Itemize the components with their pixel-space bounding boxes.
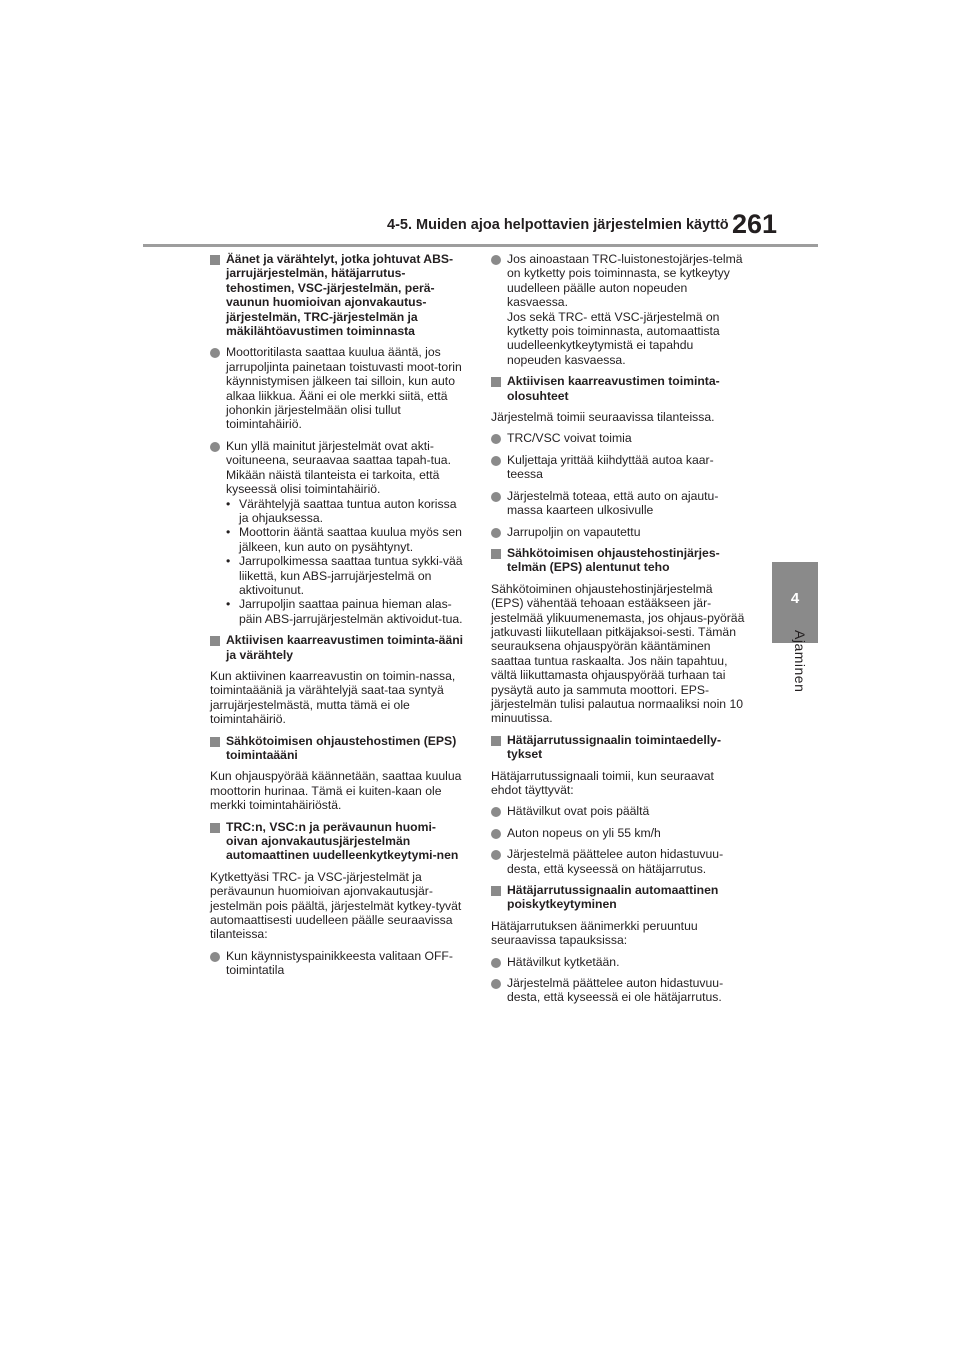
circle-bullet-icon [210,952,220,962]
bullet-item [491,955,747,969]
section-heading [491,374,747,403]
circle-bullet-icon [491,958,501,968]
bullet-text: TRC/VSC voivat toimia [507,431,632,446]
circle-bullet-icon [210,348,220,358]
chapter-number: 4 [790,590,800,607]
circle-bullet-icon [210,442,220,452]
section-heading [491,733,747,762]
circle-bullet-icon [491,850,501,860]
bullet-item [491,826,747,840]
page-number: 261 [732,209,778,239]
heading-text: Äänet ja värähtelyt, jotka johtuvat ABS-jarrujärjestelmän, hätäjarrutus-tehostimen, VSC-järjestelmän, perä-vaunun huomioivan ajonvakautus-järjestelmän, TRC-järjestelmän ja mäkilähtöavustimen toiminnasta [226,252,454,339]
header-divider [143,244,818,247]
circle-bullet-icon [491,255,501,265]
bullet-item [491,252,747,367]
section-header: 4-5. Muiden ajoa helpottavien järjestelmien käyttö [387,217,729,233]
right-column [491,252,747,1012]
square-bullet-icon [491,549,501,559]
bullet-item [491,976,747,1005]
paragraph: Hätäjarrutussignaali toimii, kun seuraavat ehdot täyttyvät: [491,768,714,797]
circle-bullet-icon [491,492,501,502]
sub-list-item: • Värähtelyjä saattaa tuntua auton korissa ja ohjauksessa. [226,497,466,526]
section-heading [210,734,466,763]
sub-list-item: • Jarrupoljin saattaa painua hieman alas-päin ABS-jarrujärjestelmän aktivoidut-tua. [226,597,466,626]
bullet-text: Jarrupoljin on vapautettu [507,524,641,539]
paragraph: Kytkettyäsi TRC- ja VSC-järjestelmät ja perävaunun huomioivan ajonvakautusjär-jestelmän pois päältä, järjestelmät kytkey-tyvät automaattisesti uudelleen päälle seuraavissa tilanteissa: [210,869,462,942]
bullet-item [491,489,747,518]
bullet-text: Hätävilkut kytketään. [507,954,620,969]
bullet-text: Kuljettaja yrittää kiihdyttää autoa kaar-teessa [507,452,714,482]
section-heading [210,252,466,338]
square-bullet-icon [491,886,501,896]
heading-text: Hätäjarrutussignaalin toimintaedelly-tykset [507,732,722,762]
bullet-text: Auton nopeus on yli 55 km/h [507,825,661,840]
heading-text: Sähkötoimisen ohjaustehostimen (EPS) toimintaääni [226,733,457,762]
bullet-text: Jos ainoastaan TRC-luistonestojärjes-telmä on kytketty pois toiminnasta, se kytkeytyy uudelleen päälle auton nopeuden kasvaessa. [507,252,743,310]
bullet-item [491,453,747,482]
heading-text: Hätäjarrutussignaalin automaattinen poiskytkeytyminen [507,883,719,912]
heading-text: Aktiivisen kaarreavustimen toiminta-ääni ja värähtely [226,633,464,662]
bullet-text-continued: Jos sekä TRC- että VSC-järjestelmä on kytketty pois toiminnasta, automaattista uudelleenkytkeytymistä ei tapahdu nopeuden kasvaessa. [507,309,720,367]
circle-bullet-icon [491,829,501,839]
bullet-item [210,439,466,626]
paragraph: Järjestelmä toimii seuraavissa tilanteissa. [491,410,715,425]
circle-bullet-icon [491,456,501,466]
paragraph: Hätäjarrutuksen äänimerkki peruuntuu seuraavissa tapauksissa: [491,918,698,948]
section-heading [210,820,466,863]
sub-list [226,497,466,627]
bullet-text: Kun yllä mainitut järjestelmät ovat akti-voituneena, seuraavaa saattaa tapah-tua. Mikään näistä tilanteista ei tarkoita, että kyseessä olisi toimintahäiriö. [226,438,451,497]
section-heading [491,883,747,912]
circle-bullet-icon [491,528,501,538]
heading-text: TRC:n, VSC:n ja perävaunun huomi-oivan ajonvakautusjärjestelmän automaattinen uudelleenkytkeytymi-nen [226,819,459,863]
sub-list-item: • Jarrupolkimessa saattaa tuntua sykki-vää liikettä, kun ABS-jarrujärjestelmä on aktivoitunut. [226,554,466,597]
left-column [210,252,466,985]
bullet-item [210,345,466,431]
square-bullet-icon [491,377,501,387]
bullet-item [210,949,466,978]
paragraph: Kun ohjauspyörää käännetään, saattaa kuulua moottorin hurinaa. Tämä ei kuiten-kaan ole merkki toimintahäiriöstä. [210,769,462,813]
sub-list-item: • Moottorin ääntä saattaa kuulua myös sen jälkeen, kun auto on pysähtynyt. [226,525,466,554]
section-heading [210,633,466,662]
bullet-text: Järjestelmä päättelee auton hidastuvuu-desta, että kyseessä ei ole hätäjarrutus. [507,976,724,1005]
bullet-text: Moottoritilasta saattaa kuulua ääntä, jos jarrupoljinta painetaan toistuvasti moot-torin käynnistymisen jälkeen tai silloin, kun auto alkaa liikkua. Ääni ei ole merkki siitä, että johonkin järjestelmään olisi tullut toimintahäiriö. [226,345,462,432]
bullet-text: Kun käynnistyspainikkeesta valitaan OFF-toimintatila [226,948,453,978]
bullet-item [491,525,747,539]
paragraph: Kun aktiivinen kaarreavustin on toimin-nassa, toimintaääniä ja värähtelyjä saat-taa syntyä jarrujärjestelmästä, mutta tämä ei ole toimintahäiriö. [210,668,456,727]
heading-text: Aktiivisen kaarreavustimen toiminta-olosuhteet [507,374,720,403]
square-bullet-icon [210,737,220,747]
square-bullet-icon [491,736,501,746]
square-bullet-icon [210,823,220,833]
circle-bullet-icon [491,979,501,989]
bullet-text: Hätävilkut ovat pois päältä [507,804,650,819]
section-heading [491,546,747,575]
bullet-item [491,847,747,876]
circle-bullet-icon [491,807,501,817]
paragraph: Sähkötoiminen ohjaustehostinjärjestelmä (EPS) vähentää tehoaan estääkseen jär-jestelmää ylikuumenemasta, jos ohjaus-pyörää jatkuvasti liikutellaan pitkäjaksoi-sesti. Tämän seurauksena ohjauspyörän kääntäminen saattaa tuntua raskaalta. Jos näin tapahtuu, vältä liikuttamasta ohjauspyörää turhaan tai pysäytä auto ja sammuta moottori. EPS-järjestelmän tulisi palautua normaaliksi noin 10 minuutissa. [491,581,745,726]
heading-text: Sähkötoimisen ohjaustehostinjärjes-telmän (EPS) alentunut teho [507,545,720,575]
bullet-text: Järjestelmä päättelee auton hidastuvuu-desta, että kyseessä on hätäjarrutus. [507,847,724,876]
bullet-item [491,431,747,445]
bullet-text: Järjestelmä toteaa, että auto on ajautu-massa kaarteen ulkosivulle [507,488,719,518]
chapter-label: Ajaminen [792,630,808,693]
square-bullet-icon [210,636,220,646]
circle-bullet-icon [491,434,501,444]
bullet-item [491,804,747,818]
square-bullet-icon [210,255,220,265]
